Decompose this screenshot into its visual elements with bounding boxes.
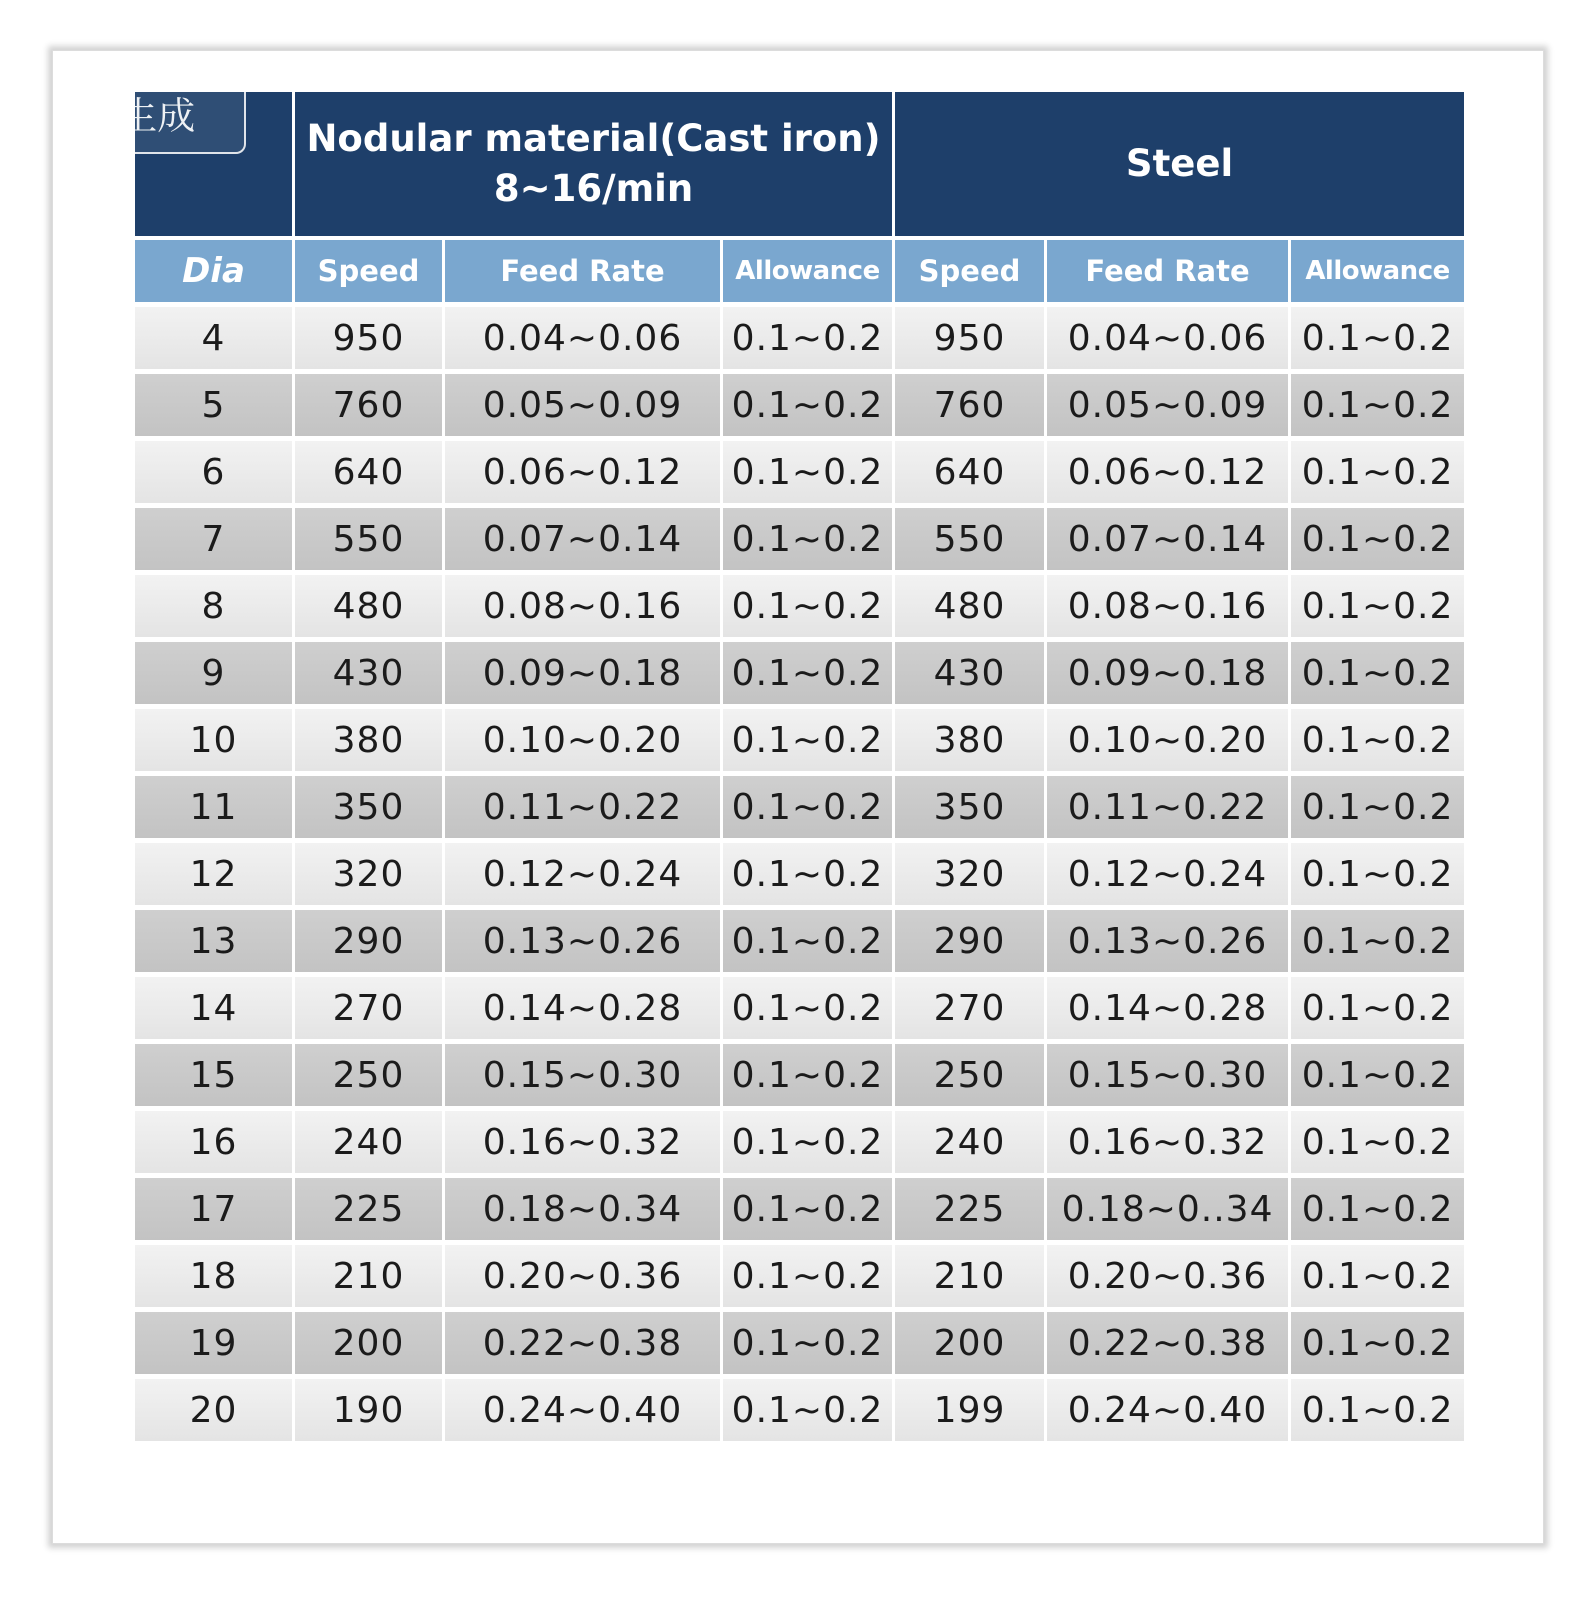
column-header-speed: Speed (295, 236, 445, 302)
dia-cell: 16 (135, 1106, 295, 1173)
steel-allowance-cell: 0.1~0.2 (1291, 1039, 1464, 1106)
cast-iron-feed-rate-cell: 0.16~0.32 (445, 1106, 723, 1173)
cast-iron-feed-rate-cell: 0.07~0.14 (445, 503, 723, 570)
dia-cell: 14 (135, 972, 295, 1039)
dia-cell: 18 (135, 1240, 295, 1307)
cast-iron-allowance-cell: 0.1~0.2 (723, 302, 895, 369)
table-body (135, 302, 1464, 1441)
cast-iron-feed-rate-cell: 0.10~0.20 (445, 704, 723, 771)
cast-iron-speed-cell: 760 (295, 369, 445, 436)
table-row (135, 1039, 1464, 1106)
steel-feed-rate-cell: 0.24~0.40 (1047, 1374, 1291, 1441)
cast-iron-feed-rate-cell: 0.11~0.22 (445, 771, 723, 838)
steel-feed-rate-cell: 0.11~0.22 (1047, 771, 1291, 838)
steel-speed-cell: 550 (895, 503, 1047, 570)
dia-cell: 19 (135, 1307, 295, 1374)
cast-iron-speed-cell: 640 (295, 436, 445, 503)
column-header-row (135, 236, 1464, 302)
steel-speed-cell: 270 (895, 972, 1047, 1039)
cast-iron-feed-rate-cell: 0.18~0.34 (445, 1173, 723, 1240)
steel-speed-cell: 430 (895, 637, 1047, 704)
steel-speed-cell: 320 (895, 838, 1047, 905)
cast-iron-feed-rate-cell: 0.13~0.26 (445, 905, 723, 972)
steel-allowance-cell: 0.1~0.2 (1291, 838, 1464, 905)
cast-iron-title: Nodular material(Cast iron) (306, 117, 881, 160)
table-row (135, 570, 1464, 637)
cutting-parameters-table-wrapper (135, 92, 1464, 1441)
cast-iron-allowance-cell: 0.1~0.2 (723, 1173, 895, 1240)
cast-iron-allowance-cell: 0.1~0.2 (723, 1039, 895, 1106)
cast-iron-speed-cell: 190 (295, 1374, 445, 1441)
steel-title: Steel (1125, 142, 1234, 185)
steel-feed-rate-cell: 0.14~0.28 (1047, 972, 1291, 1039)
cast-iron-speed-cell: 380 (295, 704, 445, 771)
table-row (135, 1173, 1464, 1240)
steel-feed-rate-cell: 0.18~0..34 (1047, 1173, 1291, 1240)
cast-iron-speed-cell: 430 (295, 637, 445, 704)
steel-feed-rate-cell: 0.04~0.06 (1047, 302, 1291, 369)
dia-cell: 17 (135, 1173, 295, 1240)
table-row (135, 1240, 1464, 1307)
steel-speed-cell: 240 (895, 1106, 1047, 1173)
cast-iron-speed-cell: 270 (295, 972, 445, 1039)
ai-generated-watermark: AI生成 (62, 78, 246, 154)
cast-iron-allowance-cell: 0.1~0.2 (723, 905, 895, 972)
cast-iron-allowance-cell: 0.1~0.2 (723, 1240, 895, 1307)
steel-feed-rate-cell: 0.05~0.09 (1047, 369, 1291, 436)
cast-iron-speed-cell: 240 (295, 1106, 445, 1173)
table-row (135, 637, 1464, 704)
steel-allowance-cell: 0.1~0.2 (1291, 1106, 1464, 1173)
steel-feed-rate-cell: 0.08~0.16 (1047, 570, 1291, 637)
cast-iron-allowance-cell: 0.1~0.2 (723, 503, 895, 570)
steel-speed-cell: 290 (895, 905, 1047, 972)
cast-iron-feed-rate-cell: 0.08~0.16 (445, 570, 723, 637)
cast-iron-allowance-cell: 0.1~0.2 (723, 570, 895, 637)
cast-iron-feed-rate-cell: 0.05~0.09 (445, 369, 723, 436)
steel-feed-rate-cell: 0.20~0.36 (1047, 1240, 1291, 1307)
column-header-allowance: Allowance (723, 236, 895, 302)
cast-iron-feed-rate-cell: 0.12~0.24 (445, 838, 723, 905)
dia-cell: 9 (135, 637, 295, 704)
steel-feed-rate-cell: 0.12~0.24 (1047, 838, 1291, 905)
column-header-speed-steel: Speed (895, 236, 1047, 302)
cast-iron-speed-cell: 550 (295, 503, 445, 570)
steel-feed-rate-cell: 0.16~0.32 (1047, 1106, 1291, 1173)
steel-allowance-cell: 0.1~0.2 (1291, 1173, 1464, 1240)
group-header-cast-iron (295, 92, 895, 236)
steel-speed-cell: 225 (895, 1173, 1047, 1240)
group-header-row (135, 92, 1464, 236)
table-row (135, 436, 1464, 503)
dia-cell: 11 (135, 771, 295, 838)
steel-allowance-cell: 0.1~0.2 (1291, 637, 1464, 704)
steel-feed-rate-cell: 0.09~0.18 (1047, 637, 1291, 704)
steel-speed-cell: 210 (895, 1240, 1047, 1307)
steel-allowance-cell: 0.1~0.2 (1291, 1307, 1464, 1374)
cast-iron-speed-cell: 210 (295, 1240, 445, 1307)
dia-cell: 4 (135, 302, 295, 369)
steel-feed-rate-cell: 0.10~0.20 (1047, 704, 1291, 771)
steel-feed-rate-cell: 0.07~0.14 (1047, 503, 1291, 570)
cast-iron-speed-cell: 320 (295, 838, 445, 905)
steel-allowance-cell: 0.1~0.2 (1291, 704, 1464, 771)
table-row (135, 704, 1464, 771)
cast-iron-feed-rate-cell: 0.06~0.12 (445, 436, 723, 503)
cast-iron-feed-rate-cell: 0.14~0.28 (445, 972, 723, 1039)
column-header-feed-rate-steel: Feed Rate (1047, 236, 1291, 302)
cast-iron-feed-rate-cell: 0.15~0.30 (445, 1039, 723, 1106)
table-row (135, 302, 1464, 369)
table-row (135, 972, 1464, 1039)
cast-iron-speed-cell: 250 (295, 1039, 445, 1106)
cast-iron-allowance-cell: 0.1~0.2 (723, 1307, 895, 1374)
dia-cell: 6 (135, 436, 295, 503)
cast-iron-allowance-cell: 0.1~0.2 (723, 436, 895, 503)
cast-iron-feed-rate-cell: 0.09~0.18 (445, 637, 723, 704)
steel-allowance-cell: 0.1~0.2 (1291, 1240, 1464, 1307)
table-row (135, 1374, 1464, 1441)
steel-speed-cell: 350 (895, 771, 1047, 838)
cast-iron-feed-rate-cell: 0.22~0.38 (445, 1307, 723, 1374)
cast-iron-speed-cell: 350 (295, 771, 445, 838)
steel-allowance-cell: 0.1~0.2 (1291, 570, 1464, 637)
cast-iron-speed-cell: 480 (295, 570, 445, 637)
steel-feed-rate-cell: 0.22~0.38 (1047, 1307, 1291, 1374)
cast-iron-allowance-cell: 0.1~0.2 (723, 972, 895, 1039)
steel-speed-cell: 250 (895, 1039, 1047, 1106)
dia-cell: 12 (135, 838, 295, 905)
cast-iron-speed-cell: 225 (295, 1173, 445, 1240)
cast-iron-speed-cell: 950 (295, 302, 445, 369)
steel-feed-rate-cell: 0.13~0.26 (1047, 905, 1291, 972)
dia-cell: 5 (135, 369, 295, 436)
steel-speed-cell: 640 (895, 436, 1047, 503)
dia-cell: 20 (135, 1374, 295, 1441)
cast-iron-speed-cell: 200 (295, 1307, 445, 1374)
dia-cell: 10 (135, 704, 295, 771)
steel-speed-cell: 380 (895, 704, 1047, 771)
steel-allowance-cell: 0.1~0.2 (1291, 369, 1464, 436)
dia-cell: 13 (135, 905, 295, 972)
steel-allowance-cell: 0.1~0.2 (1291, 972, 1464, 1039)
table-row (135, 503, 1464, 570)
column-header-dia: Dia (135, 236, 295, 302)
dia-cell: 7 (135, 503, 295, 570)
steel-allowance-cell: 0.1~0.2 (1291, 1374, 1464, 1441)
cast-iron-speed-cell: 290 (295, 905, 445, 972)
table-row (135, 771, 1464, 838)
column-header-allowance-steel: Allowance (1291, 236, 1464, 302)
cast-iron-allowance-cell: 0.1~0.2 (723, 771, 895, 838)
group-header-steel (895, 92, 1464, 236)
cast-iron-feed-rate-cell: 0.20~0.36 (445, 1240, 723, 1307)
dia-cell: 8 (135, 570, 295, 637)
steel-allowance-cell: 0.1~0.2 (1291, 302, 1464, 369)
table-row (135, 905, 1464, 972)
steel-speed-cell: 200 (895, 1307, 1047, 1374)
cutting-parameters-table (135, 92, 1464, 1441)
cast-iron-feed-rate-cell: 0.04~0.06 (445, 302, 723, 369)
steel-allowance-cell: 0.1~0.2 (1291, 436, 1464, 503)
steel-allowance-cell: 0.1~0.2 (1291, 771, 1464, 838)
table-row (135, 1106, 1464, 1173)
table-row (135, 838, 1464, 905)
steel-speed-cell: 760 (895, 369, 1047, 436)
cast-iron-speed-range: 8~16/min (493, 167, 694, 210)
cast-iron-allowance-cell: 0.1~0.2 (723, 1374, 895, 1441)
table-row (135, 369, 1464, 436)
steel-speed-cell: 480 (895, 570, 1047, 637)
steel-speed-cell: 950 (895, 302, 1047, 369)
cast-iron-allowance-cell: 0.1~0.2 (723, 637, 895, 704)
dia-cell: 15 (135, 1039, 295, 1106)
steel-speed-cell: 199 (895, 1374, 1047, 1441)
cast-iron-allowance-cell: 0.1~0.2 (723, 704, 895, 771)
column-header-feed-rate: Feed Rate (445, 236, 723, 302)
cast-iron-allowance-cell: 0.1~0.2 (723, 369, 895, 436)
steel-feed-rate-cell: 0.15~0.30 (1047, 1039, 1291, 1106)
steel-allowance-cell: 0.1~0.2 (1291, 503, 1464, 570)
steel-feed-rate-cell: 0.06~0.12 (1047, 436, 1291, 503)
cast-iron-allowance-cell: 0.1~0.2 (723, 1106, 895, 1173)
table-row (135, 1307, 1464, 1374)
steel-allowance-cell: 0.1~0.2 (1291, 905, 1464, 972)
cast-iron-feed-rate-cell: 0.24~0.40 (445, 1374, 723, 1441)
cast-iron-allowance-cell: 0.1~0.2 (723, 838, 895, 905)
